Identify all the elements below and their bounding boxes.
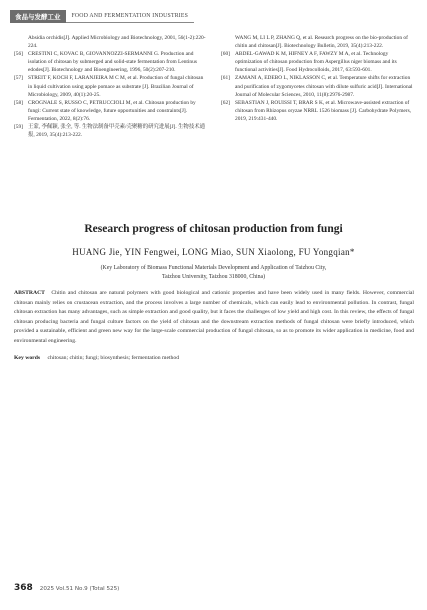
reference-text: Absidia orchidis[J]. Applied Microbiology and Biotechnology, 2001, 56(1-2):220-224. [28, 35, 206, 50]
keywords-label: Key words [14, 355, 41, 361]
reference-item [221, 74, 414, 98]
reference-text: CROGNALE S, RUSSO C, PETRUCCIOLI M, et al. Chitosan production by fungi: Current state of knowledge, future opportunities and constraints[J]. Fermentation, 2022, 8(2):76. [28, 99, 196, 122]
author-list: HUANG Jie, YIN Fengwei, LONG Miao, SUN Xiaolong, FU Yongqian* [72, 247, 355, 257]
reference-item [221, 50, 414, 74]
abstract-text: Chitin and chitosan are natural polymers with good biological and cationic properties and have been widely used in many fields. However, commercial chitosan mainly relies on crustacean extraction, and the process involves a large number of chemicals, which can easily lead to environmental pollution. In contrast, fungal chitosan extraction has many advantages, such as simple extraction and good quality, but it faces the challenges of low yield and high cost. In this review, the effects of fungal chitosan producing bacteria and fungal culture factors on the yield of chitosan and the downstream extraction methods of fungal chitosan were briefly introduced, which provided a sustainable, efficient and green new way for the large-scale commercial production of fungal chitosan, so as to promote its wider application in medicine, food and environmental engineering. [14, 290, 415, 344]
reference-text: WANG M, LI L P, ZHANG Q, et al. Research progress on the bio-production of chitin and chitosan[J]. Biotechnology Bulletin, 2019, 35(4):213-222. [235, 35, 408, 50]
reference-text: ABDEL-GAWAD K M, HIFNEY A F, FAWZY M A, et al. Technology optimization of chitosan production from Aspergillus niger biomass and its functional activities[J]. Food Hydrocolloids, 2017, 63:593-601. [235, 51, 397, 74]
keywords-block [14, 355, 414, 361]
reference-item [221, 34, 414, 50]
reference-text: CRESTINI C, KOVAC B, GIOVANNOZZI-SERMANNI G. Production and isolation of chitosan by submerged and solid-state fermentation from Lentinus edodes[J]. Biotechnology and Bioengineering, 1996, 50(2):207-210. [28, 51, 197, 74]
reference-number: [57] [14, 75, 23, 82]
reference-item [221, 99, 414, 123]
page-footer [14, 583, 119, 593]
keywords-text: chitosan; chitin; fungi; biosynthesis; fermentation method [47, 355, 180, 361]
affiliation-line: Taizhou University, Taizhou 318000, China) [161, 274, 266, 280]
section-tag: 食品与发酵工业 [10, 10, 66, 23]
abstract-label: ABSTRACT [14, 290, 45, 296]
reference-item [14, 74, 207, 98]
reference-text: SEBASTIAN J, ROUISSI T, BRAR S K, et al. Microwave-assisted extraction of chitosan from Rhizopus oryzae NRRL 1526 biomass [J]. Carbohydrate Polymers, 2019, 219:431-440. [235, 99, 412, 122]
journal-name: FOOD AND FERMENTATION INDUSTRIES [66, 10, 195, 23]
reference-item [14, 50, 207, 74]
reference-text: STREIT F, KOCH F, LARANJEIRA M C M, et al. Production of fungal chitosan in liquid cultivation using apple pomace as substrate [J]. Brazilian Journal of Microbiology, 2009, 40(1):20-25. [28, 75, 204, 98]
article-title: Research progress of chitosan production from fungi [84, 223, 343, 235]
affiliation [0, 264, 427, 282]
reference-number: [58] [14, 99, 23, 106]
issue-info: 2025 Vol.51 No.9 (Total 525) [39, 586, 120, 592]
abstract-block [14, 289, 414, 347]
running-header [10, 10, 194, 23]
reference-number: [60] [221, 51, 230, 58]
references-left-column [14, 34, 207, 139]
reference-text: ZAMANI A, EDEBO L, NIKLASSON C, et al. Temperature shifts for extraction and purification of zygomycetes chitosan with dilute sulfuric acid[J]. International Journal of Molecular Sciences, 2010, 11(8):2976-2987. [235, 75, 413, 98]
reference-number: [56] [14, 51, 23, 58]
reference-item [14, 34, 207, 50]
reference-number: [59] [14, 124, 23, 131]
reference-item [14, 99, 207, 123]
reference-item [14, 123, 207, 139]
page-number: 368 [14, 583, 33, 593]
reference-text: 王蒙, 李佩颖, 张全, 等. 生物法制备甲壳素/壳聚糖的研究进展[J]. 生物技术通报, 2019, 35(4):213-222. [28, 124, 205, 139]
reference-number: [62] [221, 99, 230, 106]
references-right-column [221, 34, 414, 123]
reference-number: [61] [221, 75, 230, 82]
affiliation-line: (Key Laboratory of Biomass Functional Materials Development and Application of Taizhou City, [100, 265, 327, 271]
